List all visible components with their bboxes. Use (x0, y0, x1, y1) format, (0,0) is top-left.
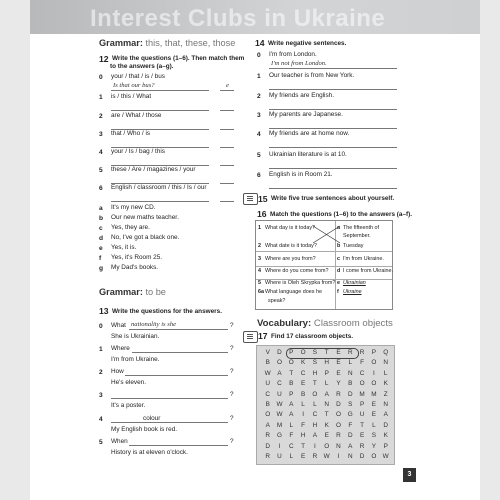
item-number: 4 (99, 416, 103, 423)
item-sentence: My friends are at home now. (269, 130, 350, 137)
word-search-grid (256, 345, 395, 465)
item-words: that / Who / is (111, 130, 151, 137)
grid-letter[interactable]: D (359, 453, 365, 460)
grid-letter[interactable]: O (371, 380, 377, 388)
grid-letter[interactable]: S (312, 359, 318, 367)
grid-letter[interactable]: C (265, 390, 270, 398)
answer-line[interactable] (129, 445, 228, 446)
letter-line[interactable] (220, 165, 234, 166)
item-number: 4 (257, 131, 261, 138)
writing-icon (243, 331, 258, 343)
answer-line[interactable] (125, 375, 228, 376)
item-words: your / Is / bag / this (111, 148, 165, 155)
question-text: What date is it today? (265, 243, 317, 249)
question-text: Where is Oleh Skrypka from? (265, 280, 336, 286)
grid-letter[interactable]: P (289, 390, 294, 398)
grid-letter[interactable]: I (302, 411, 304, 419)
grid-letter[interactable]: R (312, 453, 318, 460)
grid-letter[interactable]: D (347, 390, 353, 398)
grid-letter[interactable]: D (347, 432, 353, 440)
grid-letter[interactable]: A (348, 442, 353, 450)
answer-line[interactable] (269, 147, 397, 148)
grid-letter[interactable]: U (359, 411, 365, 419)
grid-letter[interactable]: F (360, 359, 365, 367)
exercise-instruction: to the answers (a–g). (110, 63, 174, 70)
grid-letter[interactable]: O (324, 442, 330, 450)
grid-letter[interactable]: H (312, 369, 318, 377)
item-number: 1 (99, 94, 103, 101)
grid-letter[interactable]: E (336, 359, 341, 367)
answer-letter: a (337, 225, 340, 231)
grid-letter[interactable]: W (323, 453, 330, 460)
grid-letter[interactable]: K (383, 432, 388, 440)
grid-letter[interactable]: P (383, 442, 388, 450)
grid-letter[interactable]: P (359, 401, 365, 408)
answer-letter: e (337, 280, 340, 286)
answer-text: He's eleven. (111, 379, 146, 386)
grid-letter[interactable]: N (383, 401, 388, 408)
grid-letter[interactable]: M (276, 421, 283, 429)
question-number: 4 (258, 268, 261, 274)
answer-text: September. (343, 233, 371, 239)
exercise-instruction: Write negative sentences. (268, 40, 347, 47)
exercise-instruction: Write five true sentences about yourself. (271, 195, 395, 202)
item-number: 4 (99, 149, 103, 156)
writing-icon (243, 193, 258, 205)
grid-letter[interactable]: T (301, 442, 306, 450)
item-words: your / that / is / bus (111, 73, 165, 80)
answer-text: Our new maths teacher. (111, 214, 179, 221)
question-mark: ? (230, 391, 234, 398)
answer-letter: f (337, 289, 339, 295)
answer-text: It's my new CD. (111, 204, 156, 211)
exercise-instruction: Match the questions (1–6) to the answers (a–f). (270, 211, 413, 218)
grid-letter[interactable]: K (324, 421, 329, 429)
grid-letter[interactable]: O (265, 411, 271, 419)
answer-letter: d (337, 268, 341, 274)
grid-letter[interactable]: O (312, 390, 318, 398)
grid-letter[interactable]: T (360, 421, 365, 429)
grammar-heading-2: Grammar: to be (99, 287, 166, 297)
grid-letter[interactable]: E (324, 432, 329, 440)
grid-letter[interactable]: A (383, 411, 388, 419)
question-mark: ? (230, 368, 234, 375)
grid-letter[interactable]: Z (383, 390, 388, 398)
grid-letter[interactable]: T (324, 411, 329, 419)
grid-letter[interactable]: O (277, 359, 282, 367)
question-number: 3 (258, 256, 261, 262)
answer-line[interactable] (111, 422, 228, 423)
grid-letter[interactable]: R (359, 442, 365, 450)
item-number: 0 (257, 52, 261, 59)
matching-lines (312, 223, 342, 247)
answer-text: Yes, it is. (111, 244, 137, 251)
item-number: 5 (257, 152, 261, 159)
grid-letter[interactable]: B (300, 390, 306, 398)
grid-letter[interactable]: A (312, 432, 318, 440)
answer-letter: b (99, 215, 104, 222)
item-words: these / Are / magazines / your (111, 166, 196, 173)
grid-letter[interactable]: L (313, 401, 317, 408)
grid-letter[interactable]: I (313, 442, 316, 450)
grid-letter[interactable]: L (324, 380, 329, 388)
item-number: 6 (257, 172, 261, 179)
question-text: What day is it today? (265, 225, 316, 231)
grid-letter[interactable]: A (265, 421, 270, 429)
answer-line[interactable] (269, 68, 397, 69)
grid-letter[interactable]: R (347, 349, 353, 356)
grid-letter[interactable]: B (265, 359, 270, 367)
example-answer: Is that our bus? (113, 82, 155, 89)
answer-line[interactable] (269, 109, 397, 110)
answer-line[interactable] (132, 352, 228, 353)
grid-letter[interactable]: C (359, 369, 365, 377)
page-banner (30, 0, 480, 34)
answer-letter: c (99, 225, 103, 232)
grammar-heading-1: Grammar: this, that, these, those (99, 38, 236, 48)
grid-letter[interactable]: N (347, 453, 353, 460)
grid-letter[interactable]: L (289, 453, 294, 460)
grid-letter[interactable]: T (312, 380, 317, 388)
answer-text: My Dad's books. (111, 264, 159, 271)
question-mark: ? (230, 415, 234, 422)
item-words: are / What / those (111, 112, 162, 119)
answer-line[interactable] (111, 398, 228, 399)
question-number: 1 (258, 225, 261, 231)
grid-letter[interactable]: U (265, 380, 270, 388)
question-text: speak? (268, 298, 286, 304)
grid-letter[interactable]: I (372, 369, 375, 377)
grid-letter[interactable]: I (278, 442, 281, 450)
answer-line[interactable] (111, 110, 209, 111)
grid-letter[interactable]: N (324, 401, 329, 408)
answer-text: Ukraine (343, 289, 362, 295)
item-words: English / classroom / this / Is / our (111, 184, 207, 191)
exercise-number: 16 (257, 209, 267, 219)
grid-letter[interactable]: N (336, 442, 341, 450)
grid-letter[interactable]: Q (383, 349, 389, 356)
grid-letter[interactable]: G (347, 411, 353, 419)
grid-letter[interactable]: B (348, 380, 353, 388)
letter-line[interactable] (220, 129, 234, 130)
grid-letter[interactable]: F (289, 432, 294, 440)
answer-text: I'm from Ukraine. (111, 356, 160, 363)
answer-letter: b (337, 243, 341, 249)
item-number: 5 (99, 439, 103, 446)
exercise-instruction: Find 17 classroom objects. (271, 333, 354, 340)
item-number: 0 (99, 323, 103, 330)
grid-letter[interactable]: T (289, 369, 294, 377)
grid-letter[interactable]: R (336, 390, 341, 398)
grid-letter[interactable]: L (289, 421, 294, 429)
question-word: How (111, 368, 124, 375)
answer-text: Tuesday (343, 243, 364, 249)
grid-letter[interactable]: C (300, 369, 306, 377)
answer-line[interactable] (129, 329, 228, 330)
item-number: 3 (99, 131, 103, 138)
exercise-instruction: Write the questions (1–6). Then match them (112, 55, 245, 62)
grid-letter[interactable]: M (359, 390, 365, 398)
grid-letter[interactable]: O (300, 349, 306, 356)
grid-letter[interactable]: O (371, 359, 377, 367)
grid-letter[interactable]: Y (336, 380, 341, 388)
grid-letter[interactable]: O (371, 453, 377, 460)
page-number: 3 (403, 468, 416, 482)
question-word: When (111, 438, 128, 445)
item-number: 0 (99, 74, 103, 81)
question-text: What language does he (265, 289, 322, 295)
grid-letter[interactable]: A (289, 401, 294, 408)
question-word: What (111, 322, 126, 329)
grid-letter[interactable]: H (324, 359, 329, 367)
grid-letter[interactable]: L (372, 421, 376, 429)
grid-letter[interactable]: Y (371, 442, 377, 450)
question-word: Where (111, 345, 130, 352)
exercise-number: 12 (99, 54, 109, 64)
grid-letter[interactable]: K (300, 359, 306, 367)
grid-letter[interactable]: W (264, 369, 271, 377)
grid-letter[interactable]: D (277, 349, 282, 356)
answer-text: Ukrainian (343, 280, 366, 286)
example-answer: I'm not from London. (271, 60, 327, 67)
exercise-number: 14 (255, 38, 265, 48)
grid-letter[interactable]: F (348, 421, 353, 429)
grid-letter[interactable]: R (336, 432, 341, 440)
grid-letter[interactable]: E (359, 432, 365, 440)
item-number: 1 (257, 73, 261, 80)
letter-line[interactable] (220, 201, 234, 202)
answer-text: It's a poster. (111, 402, 146, 409)
answer-line[interactable] (111, 201, 209, 202)
grid-letter[interactable]: L (301, 401, 305, 408)
answer-line[interactable] (269, 128, 397, 129)
question-mark: ? (230, 345, 234, 352)
grid-letter[interactable]: D (383, 421, 388, 429)
grid-letter[interactable]: R (265, 432, 270, 440)
grid-letter[interactable]: I (337, 453, 340, 460)
grid-letter[interactable]: C (288, 442, 294, 450)
item-number: 6 (99, 185, 103, 192)
answer-line[interactable] (269, 168, 397, 169)
grid-letter[interactable]: K (383, 380, 388, 388)
grid-letter[interactable]: W (276, 411, 283, 419)
answer-text: History is at eleven o'clock. (111, 449, 188, 456)
question-number: 6a (258, 289, 264, 295)
grid-letter[interactable]: H (312, 421, 318, 429)
banner-title: Interest Clubs in Ukraine (90, 5, 386, 32)
answer-line[interactable] (269, 188, 397, 189)
item-sentence: My parents are Japanese. (269, 111, 343, 118)
grid-letter[interactable]: D (336, 401, 341, 408)
grid-letter[interactable]: W (382, 453, 389, 460)
grid-letter[interactable]: U (277, 453, 282, 460)
grid-letter[interactable]: A (324, 390, 329, 398)
answer-letter: e (99, 245, 103, 252)
answer-line[interactable] (269, 89, 397, 90)
grid-letter[interactable]: C (312, 411, 318, 419)
answer-letter: a (99, 205, 103, 212)
grid-letter[interactable]: L (383, 369, 388, 377)
item-number: 3 (99, 392, 103, 399)
grid-letter[interactable]: E (336, 369, 341, 377)
item-sentence: I'm from London. (269, 51, 317, 58)
item-number: 2 (99, 369, 103, 376)
grid-letter[interactable]: A (277, 369, 282, 377)
grid-letter[interactable]: S (371, 432, 377, 440)
grid-letter[interactable]: E (371, 411, 377, 419)
letter-line[interactable] (220, 183, 234, 184)
question-mark: ? (230, 438, 234, 445)
example-letter: e (226, 82, 229, 89)
item-sentence: My friends are English. (269, 92, 334, 99)
grid-letter[interactable]: E (300, 380, 306, 388)
answer-text: No, I've got a black one. (111, 234, 180, 241)
question-word: colour (143, 415, 161, 422)
vocabulary-heading: Vocabulary: Classroom objects (257, 318, 393, 329)
grid-letter[interactable]: S (348, 401, 353, 408)
grid-letter[interactable]: M (371, 390, 377, 398)
letter-line[interactable] (220, 147, 234, 148)
item-number: 2 (99, 113, 103, 120)
found-word-highlight (286, 348, 359, 359)
letter-line[interactable] (220, 110, 234, 111)
item-sentence: Our teacher is from New York. (269, 72, 355, 79)
grid-letter[interactable]: H (300, 432, 306, 440)
question-text: Where are you from? (265, 256, 316, 262)
question-number: 5 (258, 280, 261, 286)
grid-letter[interactable]: O (336, 411, 341, 419)
grid-letter[interactable]: R (265, 453, 270, 460)
item-sentence: Ukrainian literature is at 10. (269, 151, 347, 158)
answer-text: I come from Ukraine. (343, 268, 394, 274)
exercise-number: 17 (258, 331, 268, 341)
grid-letter[interactable]: C (277, 380, 282, 388)
grid-letter[interactable]: S (312, 349, 318, 356)
answer-letter: g (99, 265, 104, 272)
answer-letter: f (99, 255, 102, 262)
item-number: 3 (257, 112, 261, 119)
grid-letter[interactable]: B (265, 401, 270, 408)
answer-letter: d (99, 235, 104, 242)
grid-letter[interactable]: P (324, 369, 329, 377)
answer-text: I'm from Ukraine. (343, 256, 384, 262)
item-words: is / this / What (111, 93, 152, 100)
answer-line[interactable] (111, 90, 209, 91)
example-answer: nationality is she (131, 321, 177, 328)
letter-line[interactable] (220, 90, 234, 91)
answer-text: The fifteenth of (343, 225, 379, 231)
grid-letter[interactable]: D (265, 442, 270, 450)
grid-letter[interactable]: V (265, 349, 270, 356)
grid-letter[interactable]: L (348, 359, 353, 367)
grid-letter[interactable]: O (359, 380, 365, 388)
grid-letter[interactable]: N (347, 369, 353, 377)
answer-text: Yes, it's Room 25. (111, 254, 163, 261)
grid-letter[interactable]: N (383, 359, 388, 367)
exercise-number: 13 (99, 306, 109, 316)
grid-letter[interactable]: T (324, 349, 329, 356)
answer-text: My English book is red. (111, 426, 178, 433)
answer-text: Yes, they are. (111, 224, 150, 231)
grid-letter[interactable]: E (300, 453, 306, 460)
exercise-number: 15 (258, 194, 268, 204)
grid-letter[interactable]: B (289, 380, 294, 388)
grid-letter[interactable]: F (301, 421, 306, 429)
grid-letter[interactable]: P (289, 349, 294, 356)
item-number: 2 (257, 93, 261, 100)
grid-letter[interactable]: P (371, 349, 377, 356)
grid-letter[interactable]: E (371, 401, 377, 408)
grid-letter[interactable]: O (288, 359, 294, 367)
question-mark: ? (230, 322, 234, 329)
grid-letter[interactable]: U (277, 390, 282, 398)
item-sentence: English is in Room 21. (269, 171, 333, 178)
exercise-instruction: Write the questions for the answers. (112, 308, 222, 315)
question-number: 2 (258, 243, 261, 249)
item-number: 5 (99, 167, 103, 174)
item-number: 1 (99, 346, 103, 353)
grid-letter[interactable]: R (359, 349, 365, 356)
grid-letter[interactable]: E (336, 349, 341, 356)
grid-letter[interactable]: W (276, 401, 283, 408)
grid-letter[interactable]: O (336, 421, 341, 429)
question-text: Where do you come from? (265, 268, 329, 274)
grid-letter[interactable]: A (289, 411, 294, 419)
answer-text: She is Ukrainian. (111, 333, 160, 340)
answer-letter: c (337, 256, 340, 262)
grid-letter[interactable]: G (277, 432, 282, 440)
